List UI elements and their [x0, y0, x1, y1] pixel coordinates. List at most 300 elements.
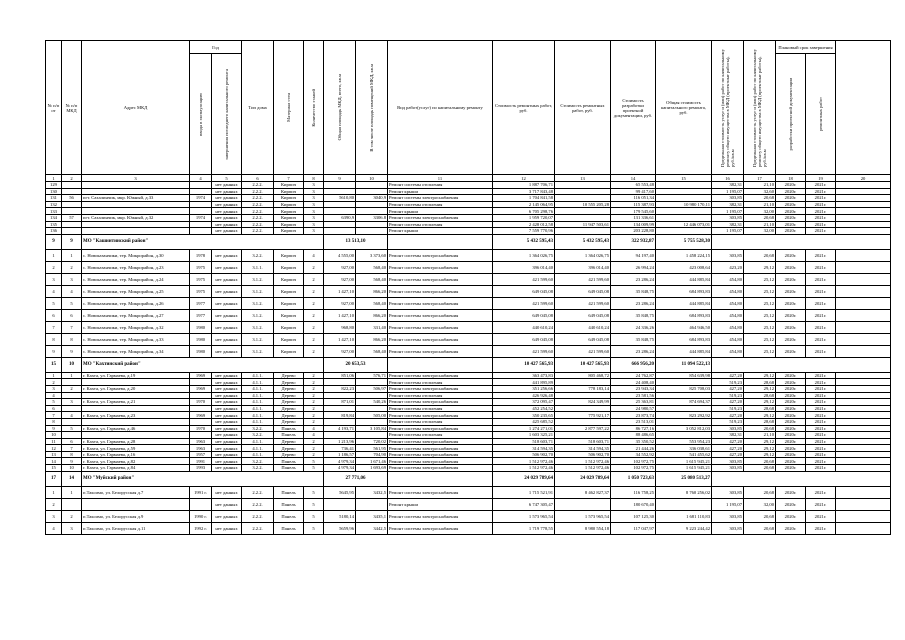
- table-cell: 3: [304, 228, 324, 235]
- table-cell: Дерево: [274, 379, 304, 386]
- table-cell: 3.1.2.: [242, 285, 274, 297]
- table-cell: 4 555,00: [324, 249, 356, 261]
- table-cell: 968,80: [324, 321, 356, 333]
- table-cell: 131: [46, 195, 62, 202]
- table-cell: 2020г.: [776, 345, 806, 357]
- table-cell: [190, 379, 212, 386]
- table-cell: нет данных: [212, 399, 242, 406]
- table-cell: 2021г.: [806, 451, 836, 458]
- table-cell: [190, 418, 212, 425]
- table-cell: 2: [304, 261, 324, 273]
- table-cell: нет данных: [212, 345, 242, 357]
- table-cell: Кирпич: [274, 201, 304, 208]
- table-cell: 1 887 706,71: [493, 182, 555, 189]
- table-row: [46, 285, 891, 297]
- table-cell: Дерево: [274, 405, 304, 412]
- header-no-mkd: № п/п МКД: [62, 41, 82, 175]
- table-cell: [836, 285, 891, 297]
- table-cell: 1: [46, 249, 62, 261]
- table-cell: 29,12: [744, 399, 776, 406]
- table-cell: г. Кахта, ул. Гармаева, д.82: [82, 458, 190, 465]
- group-cost-design: 1 050 723,63: [611, 471, 656, 486]
- table-cell: 1 427,10: [324, 285, 356, 297]
- table-cell: 336 038,61: [656, 445, 712, 452]
- table-cell: 2020г.: [776, 379, 806, 386]
- table-cell: 2021г.: [806, 188, 836, 195]
- table-cell: 2021г.: [806, 498, 836, 510]
- table-cell: 28,68: [744, 405, 776, 412]
- table-cell: 866,20: [356, 285, 388, 297]
- table-row: [46, 201, 891, 208]
- table-cell: 20,68: [744, 458, 776, 465]
- table-cell: [555, 182, 611, 189]
- table-cell: нет данных: [212, 273, 242, 285]
- table-cell: 24 762,87: [611, 372, 656, 379]
- table-cell: [62, 418, 82, 425]
- group-cost-works: 10 427 565,93: [493, 357, 555, 372]
- table-cell: 7: [62, 445, 82, 452]
- table-cell: 454,80: [712, 345, 744, 357]
- table-cell: 10 555 205,28: [555, 201, 611, 208]
- table-cell: [836, 522, 891, 534]
- table-cell: 2.2.2.: [242, 214, 274, 221]
- table-cell: 6: [62, 309, 82, 321]
- table-cell: 5: [304, 465, 324, 472]
- header-year-repair: завершения последнего капитального ремонта: [212, 54, 242, 175]
- table-cell: Ремонт системы электроснабжения: [388, 445, 493, 452]
- table-cell: [836, 399, 891, 406]
- table-cell: 2020г.: [776, 285, 806, 297]
- table-cell: 6390,9: [324, 214, 356, 221]
- table-cell: [62, 405, 82, 412]
- table-cell: 2: [62, 510, 82, 522]
- table-cell: 21,10: [744, 432, 776, 439]
- group-cost-total: 11 094 522,13: [656, 357, 712, 372]
- table-cell: 10 980 170,11: [656, 201, 712, 208]
- table-cell: 3.1.2.: [242, 309, 274, 321]
- table-cell: 1 715 521,91: [493, 486, 555, 498]
- table-cell: 427,20: [712, 412, 744, 419]
- table-cell: Дерево: [274, 445, 304, 452]
- table-cell: [82, 208, 190, 215]
- table-cell: 2.2.2.: [242, 208, 274, 215]
- table-cell: 2 877 597,22: [555, 425, 611, 432]
- table-cell: 1 213,96: [324, 438, 356, 445]
- table-cell: 506 902,70: [493, 451, 555, 458]
- table-cell: 2020г.: [776, 201, 806, 208]
- table-cell: г. Кахта, ул. Гармаева, д.23: [82, 412, 190, 419]
- table-row: [46, 182, 891, 189]
- table-cell: [836, 418, 891, 425]
- table-cell: [836, 201, 891, 208]
- table-cell: 540,26: [356, 399, 388, 406]
- table-cell: [836, 297, 891, 309]
- table-cell: 115 387,93: [611, 201, 656, 208]
- table-cell: 519,23: [712, 418, 744, 425]
- table-cell: 303,85: [712, 465, 744, 472]
- table-cell: [388, 357, 493, 372]
- table-cell: 32,00: [744, 498, 776, 510]
- header-cost-works: Стоимость ремонтных работ, руб.: [493, 41, 555, 175]
- table-cell: 4: [46, 522, 62, 534]
- table-cell: нет данных: [212, 285, 242, 297]
- table-cell: [324, 379, 356, 386]
- table-cell: Дерево: [274, 451, 304, 458]
- table-cell: [82, 405, 190, 412]
- table-cell: Ремонт системы электроснабжения: [388, 297, 493, 309]
- table-cell: 32,00: [744, 208, 776, 215]
- table-cell: 21,10: [744, 221, 776, 228]
- table-cell: 805 468,72: [555, 372, 611, 379]
- table-cell: 568,40: [356, 261, 388, 273]
- table-cell: [836, 458, 891, 465]
- table-cell: [836, 486, 891, 498]
- table-cell: 24 980,57: [611, 405, 656, 412]
- header-term-group: Плановый срок завершения: [776, 41, 836, 54]
- table-cell: 25,12: [744, 273, 776, 285]
- table-cell: 3: [304, 188, 324, 195]
- table-cell: 1 512 972,46: [493, 465, 555, 472]
- column-number: 8: [304, 175, 324, 182]
- table-cell: 2: [304, 405, 324, 412]
- table-cell: [324, 201, 356, 208]
- table-cell: 3: [304, 221, 324, 228]
- table-cell: 2: [304, 309, 324, 321]
- table-cell: 441 895,89: [493, 379, 555, 386]
- table-row: [46, 309, 891, 321]
- table-cell: [712, 234, 891, 249]
- table-cell: 4 979,34: [324, 458, 356, 465]
- table-cell: 2: [304, 273, 324, 285]
- table-cell: нет данных: [212, 498, 242, 510]
- table-cell: 518 603,71: [555, 438, 611, 445]
- table-row: [46, 273, 891, 285]
- table-cell: 778 183,14: [555, 385, 611, 392]
- table-cell: 351 256,66: [493, 385, 555, 392]
- table-cell: 1 364 026,75: [493, 249, 555, 261]
- table-cell: 3: [304, 201, 324, 208]
- table-cell: [62, 392, 82, 399]
- table-cell: [656, 188, 712, 195]
- table-cell: 2021г.: [806, 412, 836, 419]
- table-cell: Ремонт системы электроснабжения: [388, 309, 493, 321]
- table-cell: 303,85: [712, 214, 744, 221]
- table-cell: [656, 498, 712, 510]
- table-cell: с. Новоказанчики, тер. Микрорайон, д.33: [82, 333, 190, 345]
- table-cell: 9: [62, 345, 82, 357]
- table-cell: нет данных: [212, 333, 242, 345]
- table-cell: 454,80: [712, 309, 744, 321]
- table-cell: 421 599,60: [493, 297, 555, 309]
- table-cell: п.Таксимо, ул. Белорусская д.9: [82, 510, 190, 522]
- table-cell: 35 848,75: [611, 309, 656, 321]
- table-cell: 350 235,65: [493, 412, 555, 419]
- table-cell: 519,23: [712, 405, 744, 412]
- table-cell: 2021г.: [806, 510, 836, 522]
- table-row: [46, 333, 891, 345]
- table-cell: нет данных: [212, 465, 242, 472]
- table-cell: 2.2.2.: [242, 228, 274, 235]
- table-cell: 9: [46, 425, 62, 432]
- table-cell: 684 893,83: [656, 333, 712, 345]
- table-cell: 2021г.: [806, 228, 836, 235]
- table-cell: [356, 208, 388, 215]
- table-cell: 1: [62, 249, 82, 261]
- table-cell: 20,68: [744, 510, 776, 522]
- table-cell: г. Кахта, ул. Гармаева, д.19: [82, 372, 190, 379]
- table-cell: 649 045,08: [493, 333, 555, 345]
- table-cell: 35 848,75: [611, 285, 656, 297]
- table-cell: 2020г.: [776, 405, 806, 412]
- table-cell: 4: [62, 285, 82, 297]
- table-cell: 1974: [190, 214, 212, 221]
- table-cell: Панель: [274, 432, 304, 439]
- table-cell: 20,68: [744, 425, 776, 432]
- table-cell: 3.1.1.: [242, 261, 274, 273]
- table-row: [46, 425, 891, 432]
- column-number: 15: [656, 175, 712, 182]
- table-cell: [656, 405, 712, 412]
- table-cell: Дерево: [274, 412, 304, 419]
- table-cell: 2: [304, 392, 324, 399]
- table-cell: нет данных: [212, 392, 242, 399]
- table-cell: 3432,5: [356, 486, 388, 498]
- table-cell: [82, 498, 190, 510]
- table-cell: 8 980 554,18: [555, 522, 611, 534]
- table-cell: 5: [62, 297, 82, 309]
- table-cell: 2: [46, 379, 62, 386]
- table-cell: 2020г.: [776, 510, 806, 522]
- table-cell: [190, 498, 212, 510]
- table-cell: 2021г.: [806, 405, 836, 412]
- header-cost-total: Общая стоимость капитального ремонта, руб.: [656, 41, 712, 175]
- table-cell: 2020г.: [776, 297, 806, 309]
- table-cell: 421 599,60: [555, 273, 611, 285]
- table-cell: 6: [46, 309, 62, 321]
- table-cell: 1 458 224,15: [656, 249, 712, 261]
- table-cell: 134 009,99: [611, 221, 656, 228]
- table-cell: 3306.8: [356, 214, 388, 221]
- table-cell: 4.1.1.: [242, 392, 274, 399]
- table-cell: 1975: [190, 285, 212, 297]
- group-mkd-count: 14: [62, 471, 82, 486]
- table-cell: [836, 333, 891, 345]
- table-cell: 20,68: [744, 522, 776, 534]
- table-cell: [62, 498, 82, 510]
- table-cell: [836, 412, 891, 419]
- table-cell: 102 972,75: [611, 458, 656, 465]
- table-cell: 421 599,60: [555, 297, 611, 309]
- table-cell: 2: [46, 498, 62, 510]
- group-cost-design: 322 932,87: [611, 234, 656, 249]
- table-cell: нет данных: [212, 297, 242, 309]
- table-cell: 553 954,23: [656, 438, 712, 445]
- table-cell: 1957: [190, 451, 212, 458]
- table-cell: 9: [46, 345, 62, 357]
- table-cell: Панель: [274, 486, 304, 498]
- table-row: [46, 458, 891, 465]
- table-cell: 99 417,60: [611, 188, 656, 195]
- table-cell: 427,20: [712, 399, 744, 406]
- table-cell: [836, 445, 891, 452]
- table-cell: 704,90: [356, 451, 388, 458]
- table-cell: 649 045,08: [555, 309, 611, 321]
- header-cost-design: Стоимость разработки проектной документации, руб.: [611, 41, 656, 175]
- table-cell: 4.1.1.: [242, 385, 274, 392]
- table-cell: 5645,95: [324, 486, 356, 498]
- table-cell: [836, 432, 891, 439]
- repair-plan-table: [45, 40, 891, 535]
- table-cell: 1 704 841,58: [493, 195, 555, 202]
- table-cell: 2020г.: [776, 432, 806, 439]
- table-cell: 2: [304, 385, 324, 392]
- table-cell: [190, 221, 212, 228]
- table-cell: 427,20: [712, 451, 744, 458]
- table-cell: 2020г.: [776, 522, 806, 534]
- table-cell: [555, 432, 611, 439]
- table-cell: 2: [304, 445, 324, 452]
- table-cell: [656, 228, 712, 235]
- table-cell: нет данных: [212, 188, 242, 195]
- table-cell: [190, 432, 212, 439]
- table-cell: 4: [46, 285, 62, 297]
- table-cell: 28,68: [744, 392, 776, 399]
- table-cell: 823 292,92: [656, 412, 712, 419]
- table-cell: 5: [304, 486, 324, 498]
- table-row: [46, 438, 891, 445]
- table-cell: 2020г.: [776, 399, 806, 406]
- table-cell: 2 428 012,58: [493, 221, 555, 228]
- table-cell: 1 427,10: [324, 333, 356, 345]
- table-cell: 2: [304, 399, 324, 406]
- table-cell: 24 408,40: [611, 379, 656, 386]
- table-cell: 32,60: [744, 188, 776, 195]
- table-cell: 2.2.2.: [242, 201, 274, 208]
- table-cell: 2.2.2.: [242, 522, 274, 534]
- table-cell: [356, 392, 388, 399]
- table-cell: 822,23: [324, 385, 356, 392]
- table-cell: 21,10: [744, 201, 776, 208]
- table-cell: 1: [46, 372, 62, 379]
- table-cell: [324, 405, 356, 412]
- table-cell: 25,12: [744, 285, 776, 297]
- table-cell: 568,40: [356, 345, 388, 357]
- table-cell: Ремонт системы отопления: [388, 418, 493, 425]
- table-cell: [836, 309, 891, 321]
- table-cell: [712, 357, 891, 372]
- table-row: [46, 372, 891, 379]
- group-row: [46, 471, 891, 486]
- table-cell: г. Кахта, ул. Гармаева, д.28: [82, 438, 190, 445]
- table-cell: [836, 321, 891, 333]
- table-cell: 5659,96: [324, 522, 356, 534]
- table-cell: 35 350,52: [611, 438, 656, 445]
- table-cell: [190, 392, 212, 399]
- table-cell: 1977: [190, 309, 212, 321]
- table-cell: Ремонт системы электроснабжения: [388, 345, 493, 357]
- table-cell: 506,97: [356, 385, 388, 392]
- group-name: МО "Кахтинский район": [82, 357, 324, 372]
- table-cell: 1 671,46: [356, 458, 388, 465]
- table-cell: 4.1.1.: [242, 372, 274, 379]
- table-cell: 116 758,25: [611, 486, 656, 498]
- table-cell: [356, 228, 388, 235]
- table-cell: г. Кахта, ул. Гармаева, д.21: [82, 399, 190, 406]
- table-cell: 6: [46, 405, 62, 412]
- header-spacer: [836, 41, 891, 175]
- table-cell: Ремонт системы электроснабжения: [388, 333, 493, 345]
- table-cell: [656, 182, 712, 189]
- table-cell: [836, 221, 891, 228]
- table-cell: Ремонт системы электроснабжения: [388, 214, 493, 221]
- table-cell: 444 885,84: [656, 297, 712, 309]
- table-row: [46, 297, 891, 309]
- group-mkd-count: 9: [62, 234, 82, 249]
- table-cell: [836, 372, 891, 379]
- table-cell: г. Кахта, ул. Гармаева, д.59: [82, 445, 190, 452]
- table-cell: 2.2.2.: [242, 486, 274, 498]
- table-cell: нет данных: [212, 445, 242, 452]
- table-cell: 568,40: [356, 273, 388, 285]
- table-cell: 2020г.: [776, 333, 806, 345]
- table-cell: 8: [46, 418, 62, 425]
- table-cell: 421 599,60: [493, 345, 555, 357]
- table-cell: [836, 392, 891, 399]
- table-cell: 927,00: [324, 261, 356, 273]
- table-cell: 303,85: [712, 425, 744, 432]
- table-cell: 2021г.: [806, 201, 836, 208]
- table-cell: 3435,1: [356, 510, 388, 522]
- table-cell: 927,00: [324, 345, 356, 357]
- table-cell: 2020г.: [776, 208, 806, 215]
- table-cell: Кирпич: [274, 273, 304, 285]
- table-cell: [555, 498, 611, 510]
- table-cell: 2: [304, 321, 324, 333]
- table-cell: 454,80: [712, 273, 744, 285]
- table-cell: 2021г.: [806, 418, 836, 425]
- table-cell: 28,68: [744, 379, 776, 386]
- table-cell: 1974: [190, 195, 212, 202]
- table-cell: 3442,5: [356, 522, 388, 534]
- table-cell: Дерево: [274, 438, 304, 445]
- table-cell: 1993: [190, 465, 212, 472]
- header-floors: Количество этажей: [304, 41, 324, 175]
- table-cell: Ремонт системы электроснабжения: [388, 195, 493, 202]
- table-cell: 2: [304, 297, 324, 309]
- table-cell: 10: [46, 432, 62, 439]
- table-cell: [836, 510, 891, 522]
- table-cell: 3.2.2.: [242, 432, 274, 439]
- table-cell: 13: [46, 451, 62, 458]
- table-cell: 2021г.: [806, 214, 836, 221]
- group-mkd-count: 10: [62, 357, 82, 372]
- table-cell: 65 553,48: [611, 182, 656, 189]
- table-cell: [388, 234, 493, 249]
- table-cell: 1 186,57: [324, 451, 356, 458]
- table-cell: Ремонт крыши: [388, 228, 493, 235]
- table-cell: 2021г.: [806, 392, 836, 399]
- table-cell: 396 014,40: [493, 261, 555, 273]
- table-cell: 2020г.: [776, 465, 806, 472]
- column-number: 4: [190, 175, 212, 182]
- column-number: 2: [62, 175, 82, 182]
- column-number: 17: [744, 175, 776, 182]
- table-cell: 3.2.2.: [242, 458, 274, 465]
- table-cell: Ремонт крыши: [388, 208, 493, 215]
- table-cell: Панель: [274, 458, 304, 465]
- table-cell: 2021г.: [806, 208, 836, 215]
- column-number: 11: [388, 175, 493, 182]
